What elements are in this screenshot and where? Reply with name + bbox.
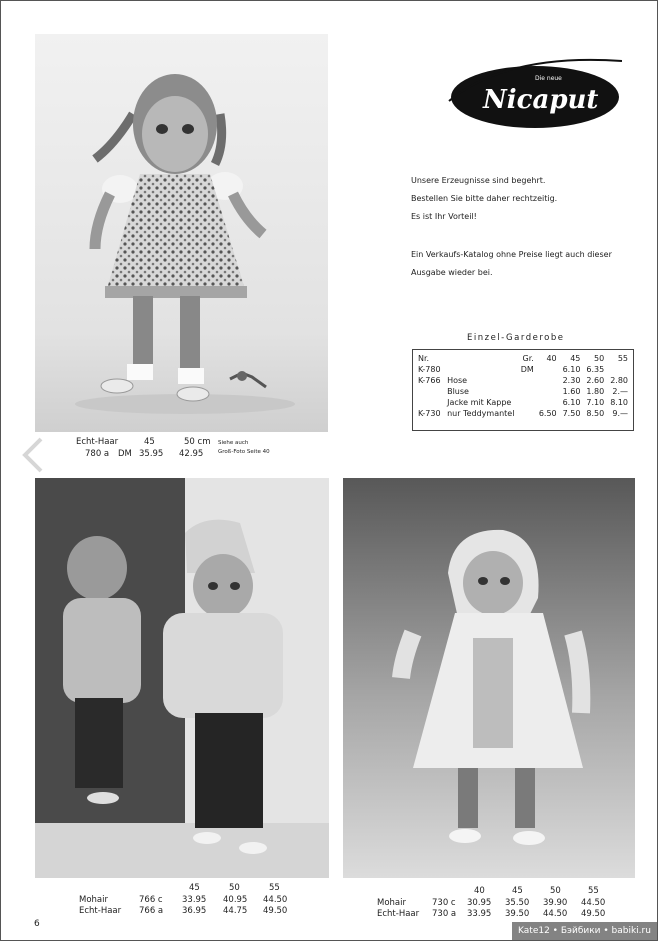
watermark: Kate12 • Бэйбики • babiki.ru bbox=[512, 922, 657, 940]
header-size-55: 55 bbox=[617, 354, 628, 363]
size-50: 50 cm bbox=[184, 437, 211, 447]
table-row: K-766 Hose 2.30 2.60 2.80 bbox=[418, 376, 628, 385]
header-size-40: 40 bbox=[546, 354, 557, 363]
price-50: 42.95 bbox=[179, 449, 204, 459]
wardrobe-table bbox=[416, 353, 630, 419]
header-nr: Nr. bbox=[418, 354, 430, 363]
previous-slide-button[interactable] bbox=[19, 437, 47, 473]
table-row: K-730 nur Teddymantel 6.50 7.50 8.50 9.— bbox=[418, 409, 628, 418]
catalog-note bbox=[411, 246, 646, 282]
logo-prefix: Die neue bbox=[535, 75, 562, 82]
price-45: 35.95 bbox=[139, 449, 164, 459]
bottom-right-caption: 40 45 50 55 Mohair 730 c 30.95 35.50 39.90 44.50 Echt-Haar 730 a 33.95 39.50 44.50 49.50 bbox=[377, 886, 606, 919]
header-gr: Gr. bbox=[522, 354, 534, 363]
intro-line-3: Es ist Ihr Vorteil! bbox=[411, 212, 477, 221]
table-row: Jacke mit Kappe 6.10 7.10 8.10 bbox=[447, 398, 628, 407]
wardrobe-price-table bbox=[412, 349, 634, 431]
doll-jacket-illustration bbox=[35, 478, 329, 878]
chevron-left-icon bbox=[19, 437, 47, 473]
catalog-note-line-2: Ausgabe wieder bei. bbox=[411, 268, 493, 277]
nicaput-logo bbox=[447, 57, 622, 135]
header-size-45: 45 bbox=[570, 354, 581, 363]
logo-brand: Nicaput bbox=[483, 85, 599, 115]
intro-text bbox=[411, 172, 641, 226]
currency: DM bbox=[118, 449, 132, 459]
table-row: K-780 DM 6.10 6.35 bbox=[418, 365, 605, 374]
wardrobe-title: Einzel-Garderobe bbox=[467, 333, 565, 343]
see-also-note-2: Groß-Foto Seite 40 bbox=[218, 449, 270, 455]
table-header-row bbox=[416, 353, 630, 364]
doll-photo-jacket-mirror bbox=[35, 478, 329, 878]
doll-coat-illustration bbox=[343, 478, 635, 878]
top-photo-caption bbox=[76, 437, 336, 463]
table-row: Bluse 1.60 1.80 2.— bbox=[447, 387, 628, 396]
intro-line-2: Bestellen Sie bitte daher rechtzeitig. bbox=[411, 194, 558, 203]
model-number: 780 a bbox=[85, 449, 110, 459]
bottom-left-caption: 45 50 55 Mohair 766 c 33.95 40.95 44.50 Echt-Haar 766 a 36.95 44.75 49.50 bbox=[79, 883, 288, 916]
doll-photo-hooded-coat bbox=[343, 478, 635, 878]
size-45: 45 bbox=[144, 437, 155, 447]
page-number: 6 bbox=[34, 919, 40, 929]
doll-dirndl-illustration bbox=[35, 34, 328, 432]
catalog-note-line-1: Ein Verkaufs-Katalog ohne Preise liegt auch dieser bbox=[411, 250, 612, 259]
doll-photo-dirndl bbox=[35, 34, 328, 432]
see-also-note-1: Siehe auch bbox=[218, 440, 249, 446]
header-size-50: 50 bbox=[593, 354, 605, 363]
hair-label: Echt-Haar bbox=[76, 437, 119, 447]
intro-line-1: Unsere Erzeugnisse sind begehrt. bbox=[411, 176, 546, 185]
